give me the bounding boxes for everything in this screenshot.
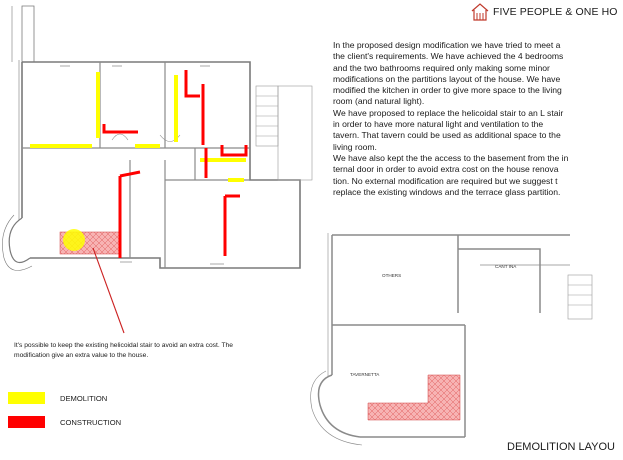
legend-swatch-construction	[8, 416, 45, 428]
brand-header	[470, 1, 618, 23]
basement-stairs	[568, 275, 592, 319]
new-l-stair-hatch	[368, 375, 460, 420]
design-description: In the proposed design modification we have tried to meet a the client's requirements. We have achieved the 4 bedrooms and the two bathrooms required only making some minor modifications on the partitions layout of the house. We have modified the kitchen in order to give more space to the living room (and natural light). We have proposed to replace the helicoidal stair to an L stair in order to have more natural light and ventilation to the tavern. That tavern could be used as additional space to the living room. We have also kept the the access to the basement from the in ternal door in order to avoid extra cost on the house renova tion. No external modification are required but we suggest t replace the existing windows and the terrace glass partition.	[333, 40, 569, 197]
legend-label-construction: CONSTRUCTION	[60, 417, 122, 427]
layout-title: DEMOLITION LAYOU	[507, 441, 615, 453]
helicoidal-stair-demolition	[63, 229, 85, 251]
interior-walls	[22, 62, 250, 268]
demolition-walls	[30, 72, 246, 180]
room-label-others: OTHERS	[382, 273, 402, 278]
legend-swatch-demolition	[8, 392, 45, 404]
leader-line	[93, 248, 124, 333]
room-label-cantina: CANT INA	[495, 264, 517, 269]
exterior-stairs	[256, 86, 312, 180]
legend-demolition	[8, 392, 107, 404]
brand-text: FIVE PEOPLE & ONE HO	[493, 6, 618, 18]
legend-label-demolition: DEMOLITION	[60, 393, 108, 403]
house-outline-icon	[470, 2, 490, 22]
legend-construction	[8, 416, 121, 428]
room-label-tavernetta: TAVERNETTA	[350, 372, 380, 377]
exterior-walls	[2, 6, 300, 271]
stair-annotation: It's possible to keep the existing helicoidal stair to avoid an extra cost. The modification give an extra value to the house.	[14, 342, 233, 359]
floor-plan-drawing	[0, 0, 330, 300]
basement-plan-drawing	[300, 225, 600, 445]
